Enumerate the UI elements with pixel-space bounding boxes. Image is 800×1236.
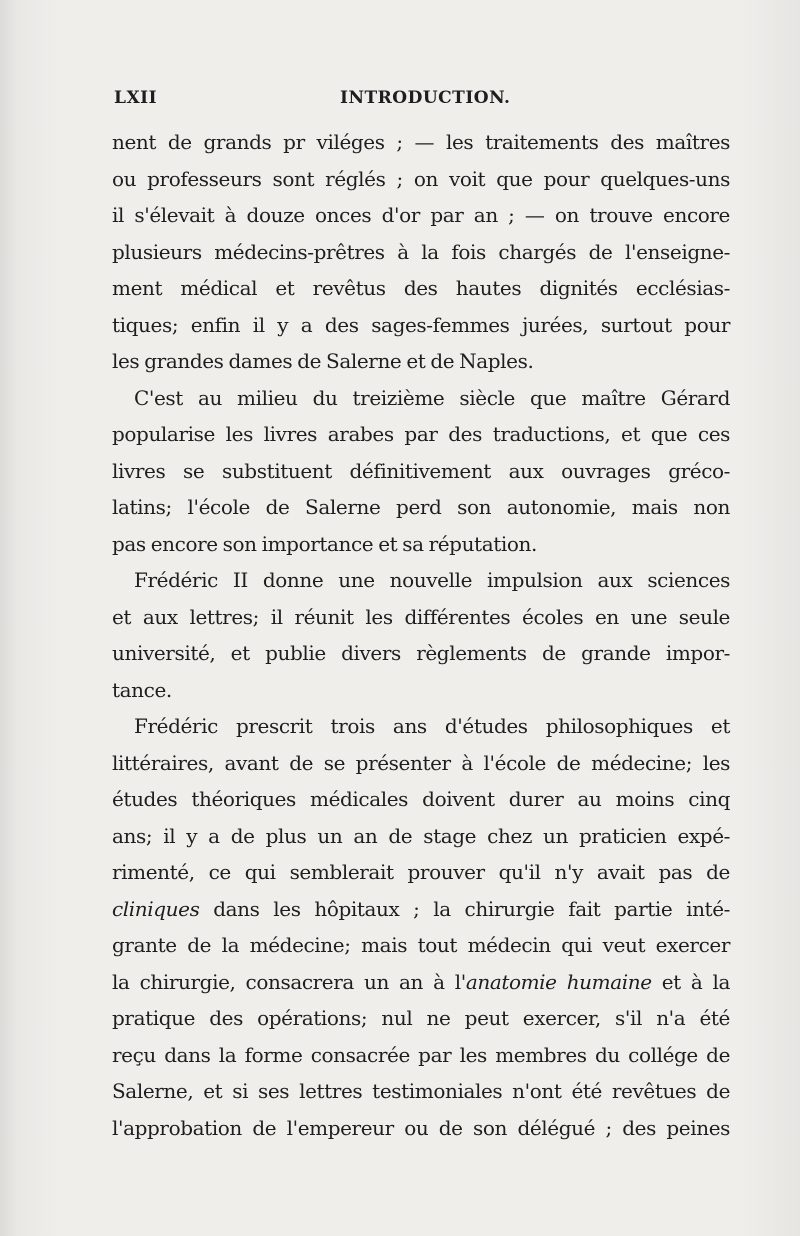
- text-line: rimenté, ce qui semblerait prouver qu'il n'y avait pas de: [112, 860, 730, 884]
- text-line: les grandes dames de Salerne et de Naples.: [112, 349, 534, 373]
- text-line: popularise les livres arabes par des traductions, et que ces: [112, 422, 730, 446]
- text-line: grante de la médecine; mais tout médecin qui veut exercer: [112, 933, 730, 957]
- italic-term: cliniques: [112, 896, 200, 921]
- text-line: l'approbation de l'empereur ou de son délégué ; des peines: [112, 1115, 730, 1140]
- page-header: [114, 88, 730, 112]
- italic-term: anatomie humaine: [465, 969, 652, 994]
- text-line: cliniques dans les hôpitaux ; la chirurgie fait partie inté-: [112, 896, 730, 921]
- paragraph: [112, 562, 730, 708]
- text-line: C'est au milieu du treizième siècle que maître Gérard: [134, 385, 730, 410]
- text-line: université, et publie divers règlements de grande impor-: [112, 641, 730, 665]
- text-line: plusieurs médecins-prêtres à la fois chargés de l'enseigne-: [112, 239, 730, 264]
- text-line: la chirurgie, consacrera un an à l'anatomie humaine et à la: [112, 969, 730, 994]
- paragraph: [112, 380, 730, 563]
- paragraph: [112, 708, 730, 1146]
- text-line: tiques; enfin il y a des sages-femmes jurées, surtout pour: [112, 312, 730, 337]
- text-line: il s'élevait à douze onces d'or par an ; — on trouve encore: [112, 203, 730, 227]
- text-line: Frédéric II donne une nouvelle impulsion aux sciences: [134, 568, 730, 592]
- body-text: [112, 124, 730, 1146]
- paragraph: [112, 124, 730, 380]
- text-line: littéraires, avant de se présenter à l'école de médecine; les: [112, 750, 730, 775]
- running-title: INTRODUCTION.: [340, 88, 511, 108]
- text-line: Frédéric prescrit trois ans d'études philosophiques et: [134, 714, 730, 738]
- text-line: reçu dans la forme consacrée par les membres du collége de: [112, 1042, 730, 1067]
- text-line: nent de grands pr viléges ; — les traitements des maîtres: [112, 130, 730, 154]
- text-line: pas encore son importance et sa réputation.: [112, 531, 537, 556]
- text-line: ans; il y a de plus un an de stage chez un praticien expé-: [112, 823, 730, 848]
- page-number: LXII: [114, 88, 158, 108]
- text-line: livres se substituent définitivement aux ouvrages gréco-: [112, 458, 730, 483]
- text-line: ment médical et revêtus des hautes dignités ecclésias-: [112, 276, 730, 300]
- text-line: Salerne, et si ses lettres testimoniales n'ont été revêtues de: [112, 1079, 730, 1103]
- text-line: ou professeurs sont réglés ; on voit que pour quelques-uns: [112, 166, 730, 191]
- text-line: pratique des opérations; nul ne peut exercer, s'il n'a été: [112, 1006, 730, 1030]
- text-line: tance.: [112, 677, 172, 702]
- text-line: études théoriques médicales doivent durer au moins cinq: [112, 787, 730, 811]
- text-line: latins; l'école de Salerne perd son autonomie, mais non: [112, 495, 730, 519]
- text-line: et aux lettres; il réunit les différentes écoles en une seule: [112, 604, 730, 629]
